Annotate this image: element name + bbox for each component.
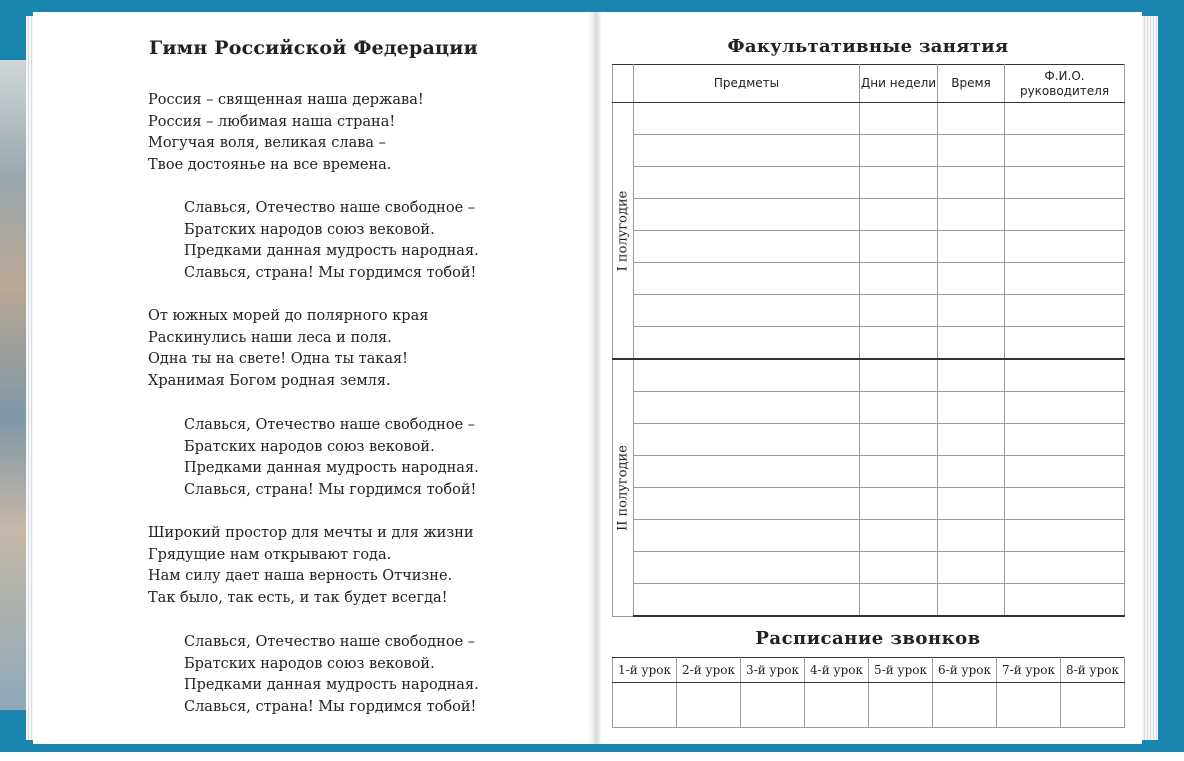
semester-1-label: I полугодие <box>615 190 631 271</box>
table-row <box>613 584 1125 617</box>
verse-line: Славься, страна! Мы гордимся тобой! <box>184 264 477 281</box>
subject-cell[interactable] <box>634 520 860 552</box>
lesson-header: 2-й урок <box>677 658 741 683</box>
bell-time-cell[interactable] <box>677 683 741 728</box>
weekday-cell[interactable] <box>860 295 938 327</box>
table-row <box>613 392 1125 424</box>
verse-line: Широкий простор для мечты и для жизни <box>148 525 474 541</box>
verse-line: Братских народов союз вековой. <box>184 655 435 672</box>
verse-line: Славься, страна! Мы гордимся тобой! <box>184 481 477 498</box>
weekday-cell[interactable] <box>860 359 938 392</box>
subject-cell[interactable] <box>634 199 860 231</box>
verse-line: Твое достоянье на все времена. <box>148 156 392 173</box>
bell-schedule-table <box>612 657 1125 728</box>
weekday-cell[interactable] <box>860 552 938 584</box>
time-cell[interactable] <box>938 359 1005 392</box>
time-cell[interactable] <box>938 552 1005 584</box>
electives-header-row <box>613 65 1125 103</box>
verse-line: Россия – священная наша держава! <box>148 92 424 108</box>
verse-line: Нам силу дает наша верность Отчизне. <box>148 568 453 585</box>
verse-line: Славься, Отечество наше свободное – <box>184 634 476 650</box>
verse-line: Предками данная мудрость народная. <box>184 677 479 694</box>
verse-line: Предками данная мудрость народная. <box>184 243 479 260</box>
subject-cell[interactable] <box>634 552 860 584</box>
anthem-chorus-3 <box>184 632 479 718</box>
table-row <box>613 263 1125 295</box>
subject-cell[interactable] <box>634 456 860 488</box>
lesson-header: 4-й урок <box>805 658 869 683</box>
anthem-chorus-2 <box>184 415 479 501</box>
time-cell[interactable] <box>938 456 1005 488</box>
subject-cell[interactable] <box>634 167 860 199</box>
header-subjects: Предметы <box>634 65 860 103</box>
table-row <box>613 103 1125 135</box>
teacher-cell[interactable] <box>1005 456 1125 488</box>
verse-line: От южных морей до полярного края <box>148 308 429 324</box>
teacher-cell[interactable] <box>1005 520 1125 552</box>
table-row <box>613 456 1125 488</box>
anthem-verse-1 <box>148 90 424 176</box>
weekday-cell[interactable] <box>860 488 938 520</box>
weekday-cell[interactable] <box>860 167 938 199</box>
weekday-cell[interactable] <box>860 520 938 552</box>
time-cell[interactable] <box>938 135 1005 167</box>
teacher-cell[interactable] <box>1005 135 1125 167</box>
bell-time-cell[interactable] <box>1061 683 1125 728</box>
subject-cell[interactable] <box>634 584 860 617</box>
semester-2-label: II полугодие <box>615 444 631 531</box>
time-cell[interactable] <box>938 263 1005 295</box>
teacher-cell[interactable] <box>1005 231 1125 263</box>
lesson-header: 1-й урок <box>613 658 677 683</box>
header-weekdays: Дни недели <box>860 65 938 103</box>
bell-time-cell[interactable] <box>741 683 805 728</box>
weekday-cell[interactable] <box>860 135 938 167</box>
time-cell[interactable] <box>938 584 1005 617</box>
verse-line: Славься, Отечество наше свободное – <box>184 200 476 216</box>
table-row <box>613 135 1125 167</box>
bell-time-cell[interactable] <box>933 683 997 728</box>
header-teacher-name <box>1005 65 1125 103</box>
subject-cell[interactable] <box>634 135 860 167</box>
anthem-title: Гимн Российской Федерации <box>149 37 478 59</box>
time-cell[interactable] <box>938 231 1005 263</box>
weekday-cell[interactable] <box>860 199 938 231</box>
bell-times-row <box>613 683 1125 728</box>
anthem-verse-2 <box>148 306 428 392</box>
lesson-header: 6-й урок <box>933 658 997 683</box>
bell-time-cell[interactable] <box>869 683 933 728</box>
verse-line: Славься, страна! Мы гордимся тобой! <box>184 698 477 715</box>
semester-2-cell <box>613 359 634 616</box>
table-row <box>613 199 1125 231</box>
subject-cell[interactable] <box>634 327 860 360</box>
table-row <box>613 520 1125 552</box>
time-cell[interactable] <box>938 295 1005 327</box>
table-row <box>613 231 1125 263</box>
header-teacher-name-line1: Ф.И.О. <box>1044 68 1085 83</box>
verse-line: Славься, Отечество наше свободное – <box>184 417 476 433</box>
weekday-cell[interactable] <box>860 584 938 617</box>
teacher-cell[interactable] <box>1005 424 1125 456</box>
time-cell[interactable] <box>938 424 1005 456</box>
teacher-cell[interactable] <box>1005 359 1125 392</box>
verse-line: Хранимая Богом родная земля. <box>148 372 391 389</box>
teacher-cell[interactable] <box>1005 167 1125 199</box>
semester-1-cell <box>613 103 634 360</box>
table-row <box>613 167 1125 199</box>
teacher-cell[interactable] <box>1005 295 1125 327</box>
verse-line: Братских народов союз вековой. <box>184 438 435 455</box>
weekday-cell[interactable] <box>860 327 938 360</box>
anthem-verse-3 <box>148 523 474 609</box>
teacher-cell[interactable] <box>1005 199 1125 231</box>
lesson-header: 5-й урок <box>869 658 933 683</box>
time-cell[interactable] <box>938 520 1005 552</box>
time-cell[interactable] <box>938 327 1005 360</box>
electives-table <box>612 64 1125 617</box>
table-row <box>613 488 1125 520</box>
header-corner <box>613 65 634 103</box>
electives-title: Факультативные занятия <box>727 36 1009 57</box>
weekday-cell[interactable] <box>860 424 938 456</box>
verse-line: Могучая воля, великая слава – <box>148 135 386 152</box>
weekday-cell[interactable] <box>860 103 938 135</box>
subject-cell[interactable] <box>634 295 860 327</box>
weekday-cell[interactable] <box>860 392 938 424</box>
bell-schedule-title: Расписание звонков <box>755 628 981 649</box>
subject-cell[interactable] <box>634 231 860 263</box>
time-cell[interactable] <box>938 488 1005 520</box>
anthem-chorus-1 <box>184 198 479 284</box>
bell-time-cell[interactable] <box>805 683 869 728</box>
teacher-cell[interactable] <box>1005 392 1125 424</box>
teacher-cell[interactable] <box>1005 103 1125 135</box>
teacher-cell[interactable] <box>1005 584 1125 617</box>
time-cell[interactable] <box>938 199 1005 231</box>
teacher-cell[interactable] <box>1005 552 1125 584</box>
subject-cell[interactable] <box>634 488 860 520</box>
teacher-cell[interactable] <box>1005 488 1125 520</box>
subject-cell[interactable] <box>634 103 860 135</box>
time-cell[interactable] <box>938 103 1005 135</box>
bell-time-cell[interactable] <box>997 683 1061 728</box>
lesson-header: 7-й урок <box>997 658 1061 683</box>
table-row <box>613 295 1125 327</box>
weekday-cell[interactable] <box>860 456 938 488</box>
time-cell[interactable] <box>938 167 1005 199</box>
bell-header-row <box>613 658 1125 683</box>
verse-line: Братских народов союз вековой. <box>184 221 435 238</box>
table-row <box>613 552 1125 584</box>
verse-line: Россия – любимая наша страна! <box>148 113 396 130</box>
header-teacher-name-line2: руководителя <box>1019 83 1110 98</box>
verse-line: Одна ты на свете! Одна ты такая! <box>148 351 408 368</box>
table-row <box>613 359 1125 392</box>
page-edges-right <box>1142 16 1158 740</box>
lesson-header: 8-й урок <box>1061 658 1125 683</box>
verse-line: Предками данная мудрость народная. <box>184 460 479 477</box>
book-gutter <box>588 12 602 744</box>
weekday-cell[interactable] <box>860 231 938 263</box>
header-time: Время <box>938 65 1005 103</box>
teacher-cell[interactable] <box>1005 327 1125 360</box>
table-row <box>613 327 1125 360</box>
subject-cell[interactable] <box>634 359 860 392</box>
verse-line: Грядущие нам открывают года. <box>148 546 392 563</box>
teacher-cell[interactable] <box>1005 263 1125 295</box>
verse-line: Раскинулись наши леса и поля. <box>148 329 392 346</box>
weekday-cell[interactable] <box>860 263 938 295</box>
table-row <box>613 424 1125 456</box>
lesson-header: 3-й урок <box>741 658 805 683</box>
subject-cell[interactable] <box>634 263 860 295</box>
time-cell[interactable] <box>938 392 1005 424</box>
subject-cell[interactable] <box>634 392 860 424</box>
verse-line: Так было, так есть, и так будет всегда! <box>148 589 448 606</box>
bell-time-cell[interactable] <box>613 683 677 728</box>
subject-cell[interactable] <box>634 424 860 456</box>
